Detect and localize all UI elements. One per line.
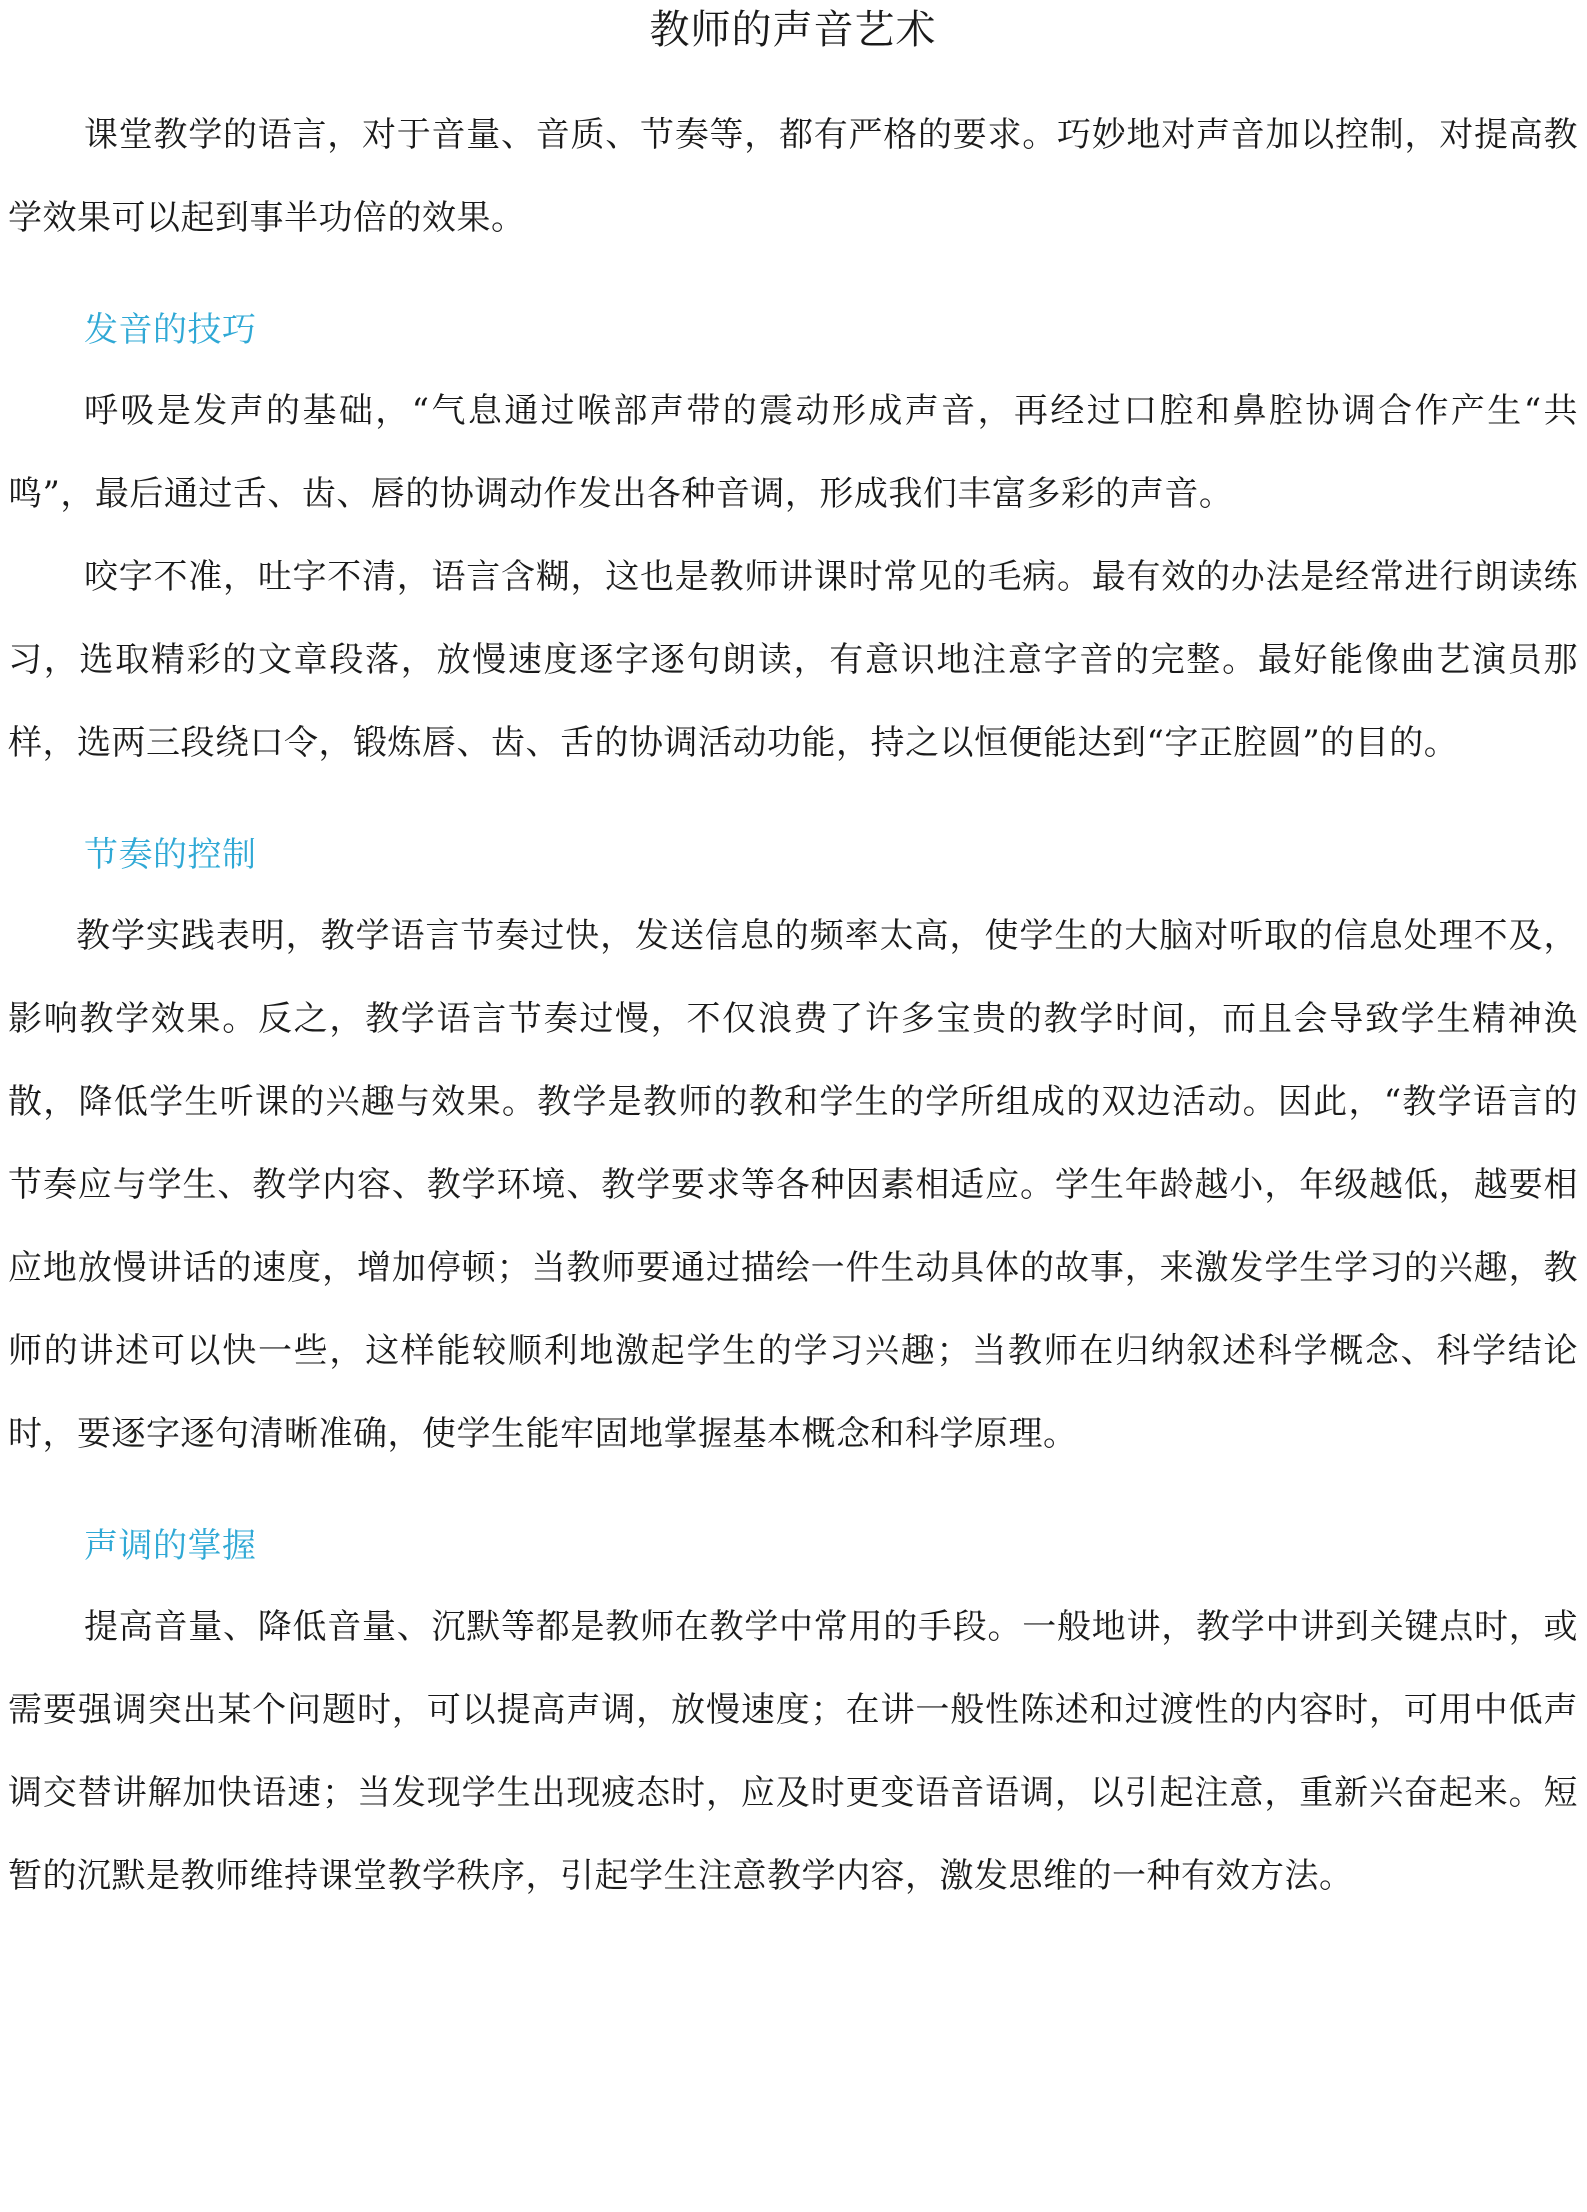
section-heading-rhythm: 节奏的控制 (84, 835, 257, 875)
page-title: 教师的声音艺术 (649, 7, 937, 53)
document-page (8, 0, 1578, 1918)
section-pronunciation (8, 304, 1578, 785)
paragraph-breathing: 呼吸是发声的基础，“气息通过喉部声带的震动形成声音，再经过口腔和鼻腔协调合作产生“共鸣”，最后通过舌、齿、唇的协调动作发出各种音调，形成我们丰富多彩的声音。 (8, 391, 1578, 514)
paragraph-rhythm: 教学实践表明，教学语言节奏过快，发送信息的频率太高，使学生的大脑对听取的信息处理不及，影响教学效果。反之，教学语言节奏过慢，不仅浪费了许多宝贵的教学时间，而且会导致学生精神涣散，降低学生听课的兴趣与效果。教学是教师的教和学生的学所组成的双边活动。因此，“教学语言的节奏应与学生、教学内容、教学环境、教学要求等各种因素相适应。学生年龄越小，年级越低，越要相应地放慢讲话的速度，增加停顿；当教师要通过描绘一件生动具体的故事，来激发学生学习的兴趣，教师的讲述可以快一些，这样能较顺利地激起学生的学习兴趣；当教师在归纳叙述科学概念、科学结论时，要逐字逐句清晰准确，使学生能牢固地掌握基本概念和科学原理。 (8, 916, 1578, 1454)
paragraph-articulation: 咬字不准，吐字不清，语言含糊，这也是教师讲课时常见的毛病。最有效的办法是经常进行朗读练习，选取精彩的文章段落，放慢速度逐字逐句朗读，有意识地注意字音的完整。最好能像曲艺演员那样，选两三段绕口令，锻炼唇、齿、舌的协调活动功能，持之以恒便能达到“字正腔圆”的目的。 (8, 557, 1578, 763)
section-tone (8, 1520, 1578, 1918)
intro-paragraph: 课堂教学的语言，对于音量、音质、节奏等，都有严格的要求。巧妙地对声音加以控制，对提高教学效果可以起到事半功倍的效果。 (8, 115, 1578, 238)
paragraph-tone: 提高音量、降低音量、沉默等都是教师在教学中常用的手段。一般地讲，教学中讲到关键点时，或需要强调突出某个问题时，可以提高声调，放慢速度；在讲一般性陈述和过渡性的内容时，可用中低声调交替讲解加快语速；当发现学生出现疲态时，应及时更变语音语调，以引起注意，重新兴奋起来。短暂的沉默是教师维持课堂教学秩序，引起学生注意教学内容，激发思维的一种有效方法。 (8, 1607, 1578, 1896)
section-heading-tone: 声调的掌握 (84, 1526, 257, 1566)
section-rhythm (8, 829, 1578, 1476)
section-heading-pronunciation: 发音的技巧 (84, 310, 257, 350)
